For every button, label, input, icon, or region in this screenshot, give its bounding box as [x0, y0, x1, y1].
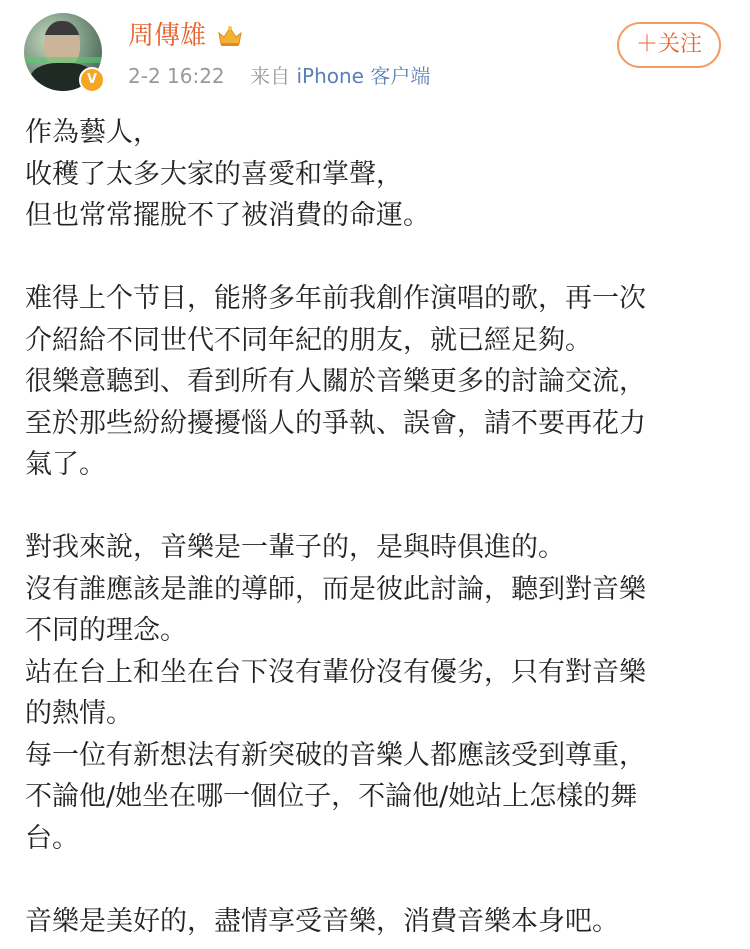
- follow-button[interactable]: ＋关注: [617, 22, 721, 68]
- post-text-line: 不論他/她坐在哪一個位子，不論他/她站上怎樣的舞: [25, 781, 638, 812]
- post-timestamp: 2-2 16:22: [128, 64, 225, 88]
- post-header: [0, 0, 750, 100]
- post-text-line: 每一位有新想法有新突破的音樂人都應該受到尊重，: [25, 739, 646, 771]
- post-text-line: 台。: [25, 822, 79, 854]
- post-text-line: 音樂是美好的，盡情享受音樂，消費音樂本身吧。: [25, 905, 619, 937]
- paragraph-gap: [25, 237, 735, 279]
- post-text-line: 沒有誰應該是誰的導師，而是彼此討論，聽到對音樂: [25, 573, 646, 605]
- post-meta: [128, 62, 430, 90]
- paragraph-gap: [25, 859, 735, 901]
- post-text-line: 介紹給不同世代不同年紀的朋友，就已經足夠。: [25, 324, 592, 356]
- source-prefix: 来自: [250, 64, 291, 88]
- post-text-line: 至於那些紛紛擾擾惱人的爭執、誤會，請不要再花力: [25, 407, 646, 439]
- post-text-line: 氣了。: [25, 449, 106, 480]
- post-text-line: 站在台上和坐在台下沒有輩份沒有優劣，只有對音樂: [25, 656, 646, 688]
- post-text-line: 但也常常擺脫不了被消費的命運。: [25, 200, 430, 231]
- post-text-line: 的熱情。: [25, 698, 133, 729]
- post-text-line: 對我來說，音樂是一輩子的，是與時俱進的。: [25, 532, 565, 563]
- post-text-line: 收穫了太多大家的喜愛和掌聲，: [25, 158, 403, 190]
- crown-vip-icon: [217, 24, 243, 48]
- post-text-line: 很樂意聽到、看到所有人關於音樂更多的討論交流，: [25, 366, 646, 397]
- post-text-line: 难得上个节目，能將多年前我創作演唱的歌，再一次: [25, 283, 646, 314]
- post-body: [25, 112, 735, 942]
- verified-badge-icon: V: [79, 67, 105, 93]
- post-text-line: 作為藝人，: [25, 117, 160, 148]
- source-link[interactable]: iPhone 客户端: [296, 64, 431, 88]
- paragraph-gap: [25, 486, 735, 528]
- post-text-line: 不同的理念。: [25, 615, 187, 646]
- username[interactable]: 周傳雄: [128, 21, 207, 51]
